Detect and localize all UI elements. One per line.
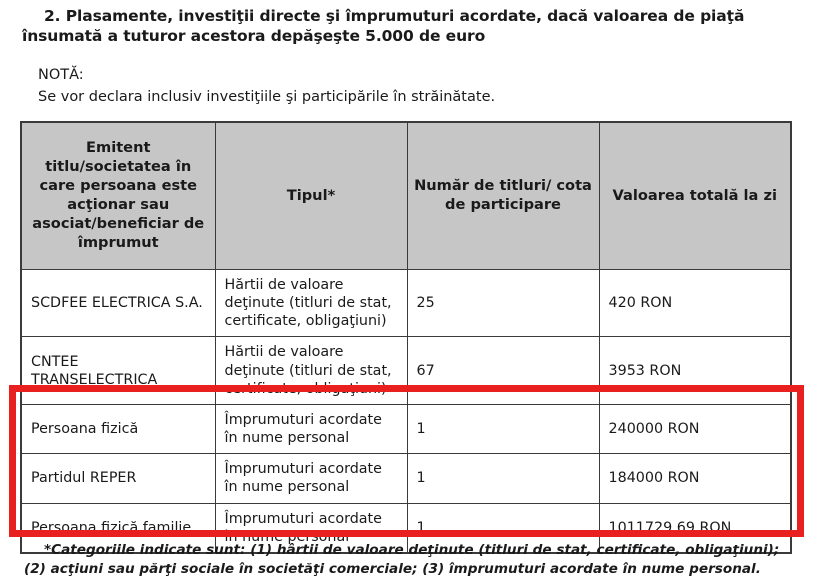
cell-valoare: 1011729.69 RON [599,503,791,553]
section-heading: 2. Plasamente, investiţii directe şi împrumuturi acordate, dacă valoarea de piaţă însumată a tuturor acestora depăşeşte 5.000 de euro [22,7,745,46]
cell-emitent: SCDFEE ELECTRICA S.A. [21,270,215,337]
table-row [21,404,791,453]
cell-tipul: Împrumuturi acordate în nume personal [215,404,407,453]
cell-numar: 1 [407,404,599,453]
cell-valoare: 240000 RON [599,404,791,453]
note-block [38,64,738,109]
table-footnote: *Categoriile indicate sunt: (1) hârtii de valoare deţinute (titluri de stat, certificate, obligaţiuni); (2) acţiuni sau părţi sociale în societăţi comerciale; (3) împrumuturi acordate în nume personal. [24,542,780,578]
cell-numar: 67 [407,337,599,404]
cell-tipul: Împrumuturi acordate în nume personal [215,454,407,503]
note-text: Se vor declara inclusiv investiţiile şi participările în străinătate. [38,89,496,106]
cell-valoare: 3953 RON [599,337,791,404]
table-row [21,270,791,337]
column-header-numar: Număr de titluri/ cota de participare [407,122,599,270]
cell-numar: 1 [407,503,599,553]
declaration-table [20,121,792,554]
cell-emitent: CNTEE TRANSELECTRICA [21,337,215,404]
declaration-table-wrapper [20,121,790,554]
cell-valoare: 420 RON [599,270,791,337]
cell-numar: 1 [407,454,599,503]
column-header-emitent: Emitent titlu/societatea în care persoana este acţionar sau asociat/beneficiar de împrumut [21,122,215,270]
table-row [21,337,791,404]
cell-valoare: 184000 RON [599,454,791,503]
column-header-valoare: Valoarea totală la zi [599,122,791,270]
cell-numar: 25 [407,270,599,337]
table-row [21,454,791,503]
cell-tipul: Împrumuturi acordate în nume personal [215,503,407,553]
cell-tipul: Hărtii de valoare deţinute (titluri de stat, certificate, obligaţiuni) [215,270,407,337]
cell-emitent: Persoana fizică familie [21,503,215,553]
note-label: NOTĂ: [38,67,84,83]
table-header-row [21,122,791,270]
cell-emitent: Partidul REPER [21,454,215,503]
cell-emitent: Persoana fizică [21,404,215,453]
column-header-tipul: Tipul* [215,122,407,270]
cell-tipul: Hărtii de valoare deţinute (titluri de stat, certificate, obligaţiuni) [215,337,407,404]
